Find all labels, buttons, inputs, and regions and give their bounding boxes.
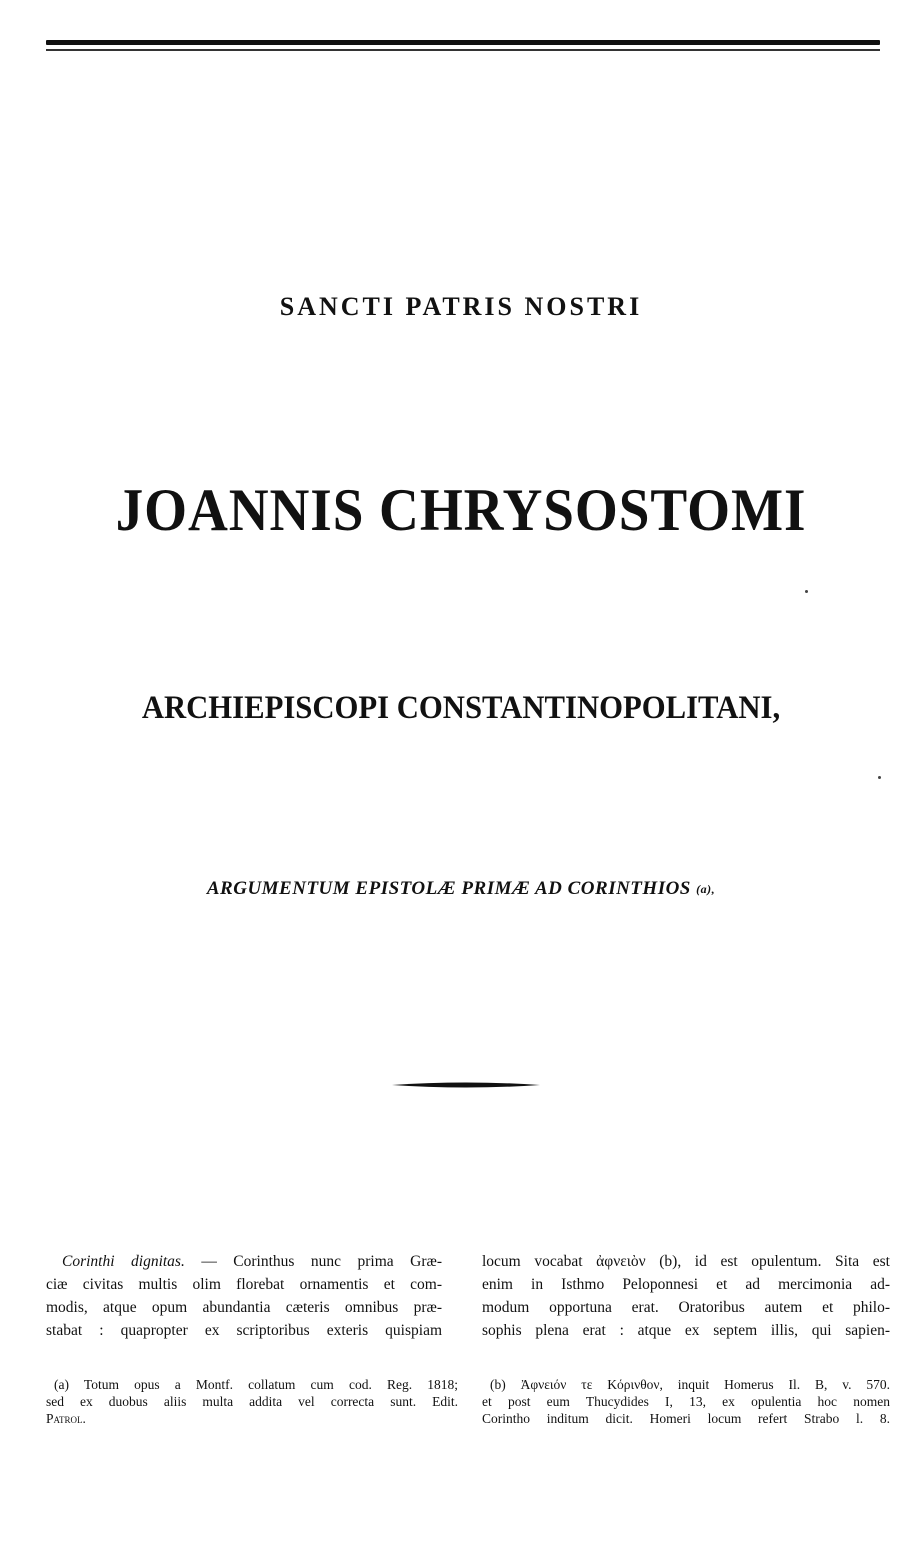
footnote-b [482, 1376, 890, 1427]
footnote-line: Patrol. [46, 1411, 86, 1426]
title-author: JOANNIS CHRYSOSTOMI [115, 477, 807, 543]
speck [805, 590, 808, 593]
body-line: enim in Isthmo Peloponnesi et ad mercimonia ad- [482, 1276, 890, 1293]
top-rule-thin [46, 49, 880, 51]
body-line: sophis plena erat : atque ex septem illis, qui sapien- [482, 1322, 890, 1339]
title-line-1: SANCTI PATRIS NOSTRI [279, 292, 643, 321]
title-argument [0, 878, 922, 900]
title-office: ARCHIEPISCOPI CONSTANTINOPOLITANI, [141, 690, 781, 726]
body-line: locum vocabat ἀφνειὸν (b), id est opulentum. Sita est [482, 1253, 890, 1270]
footnote-a [46, 1376, 458, 1427]
body-left-column [46, 1250, 442, 1342]
footnote-line: Corintho inditum dicit. Homeri locum refert Strabo l. 8. [482, 1411, 890, 1426]
body-line: modis, atque opum abundantia cæteris omnibus præ- [46, 1299, 442, 1316]
body-line: Corinthi dignitas. — Corinthus nunc prima Græ- [62, 1253, 442, 1270]
footnote-line: (a) Totum opus a Montf. collatum cum cod. Reg. 1818; [54, 1377, 458, 1392]
rubric: Corinthi dignitas. [62, 1253, 185, 1270]
top-rule [46, 40, 880, 45]
body-right-column [482, 1250, 890, 1342]
footnote-line: et post eum Thucydides I, 13, ex opulentia hoc nomen [482, 1394, 890, 1409]
body-line: stabat : quapropter ex scriptoribus exteris quispiam [46, 1322, 442, 1339]
footnote-line: (b) Ἀφνειόν τε Κόρινθον, inquit Homerus Il. B, v. 570. [490, 1377, 890, 1392]
argument-text: ARGUMENTUM EPISTOLÆ PRIMÆ AD CORINTHIOS [206, 878, 691, 899]
body-line: ciæ civitas multis olim florebat ornamentis et com- [46, 1276, 442, 1293]
flourish-divider [392, 1081, 540, 1089]
speck [878, 776, 881, 779]
body-line: modum opportuna erat. Oratoribus autem et philo- [482, 1299, 890, 1316]
footnote-line: sed ex duobus aliis multa addita vel correcta sunt. Edit. [46, 1394, 458, 1409]
argument-footnote-marker: (a), [696, 882, 716, 896]
